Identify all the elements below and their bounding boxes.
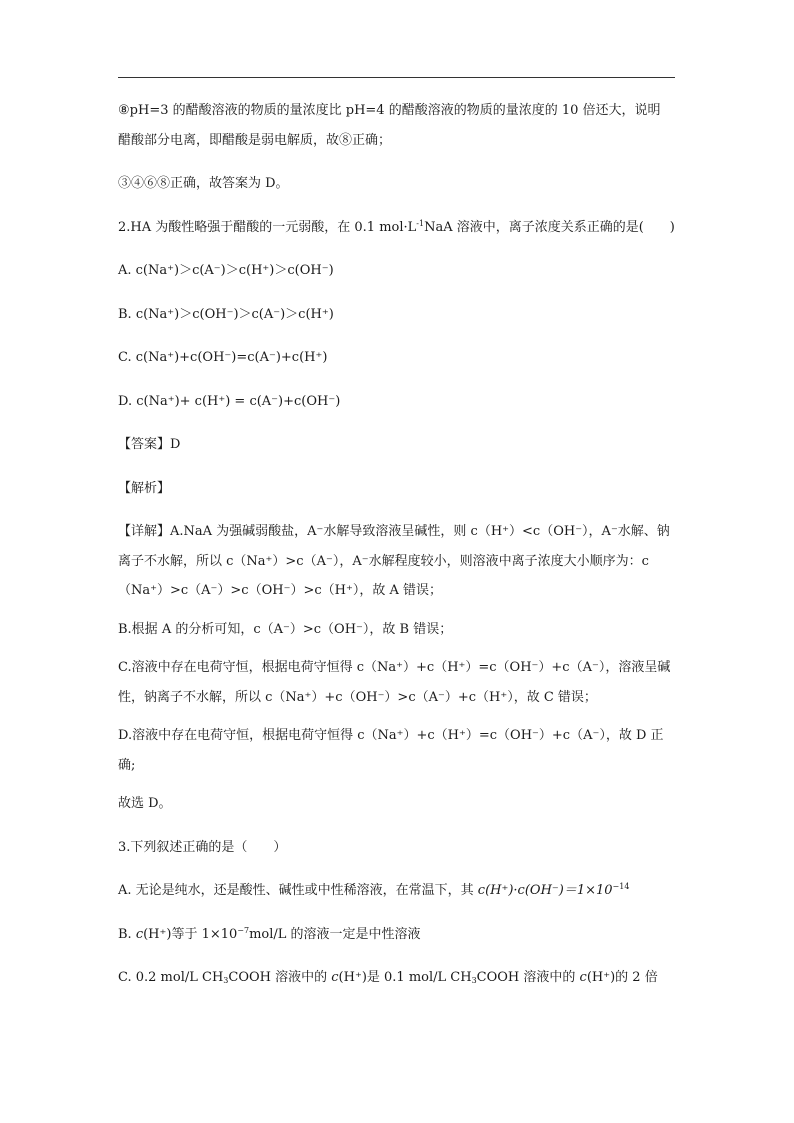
- q3-option-b-exp: −7: [237, 925, 250, 935]
- q3-stem: 3.下列叙述正确的是（ ）: [118, 839, 287, 855]
- q3-option-c-sub1: 3: [223, 976, 229, 985]
- q2-analysis-title: 【解析】: [118, 480, 171, 496]
- q2-detail-c2: 性，钠离子不水解，所以 c（Na⁺）+c（OH⁻）>c（A⁻）+c（H⁺），故 C 错误；: [118, 689, 597, 705]
- q2-option-c: C. c(Na⁺)+c(OH⁻)=c(A⁻)+c(H⁺): [118, 350, 328, 365]
- q2-detail-b: B.根据 A 的分析可知，c（A⁻）>c（OH⁻），故 B 错误；: [118, 621, 453, 637]
- q3-option-b-c: c: [135, 926, 144, 942]
- q3-option-a: [118, 876, 678, 906]
- header-rule: [118, 77, 675, 78]
- q2-stem-b: NaA 溶液中，离子浓度关系正确的是( ): [424, 219, 675, 235]
- q2-stem: [118, 213, 678, 243]
- q2-final: 故选 D。: [118, 796, 172, 811]
- q3-option-a-expr: c(H⁺)·c(OH⁻)＝1×10: [477, 883, 613, 898]
- q3-option-c-sub2: 3: [471, 976, 477, 985]
- q3-option-c-c1: c: [331, 970, 339, 985]
- q3-option-c-4: COOH 溶液中的: [476, 970, 580, 985]
- q2-stem-a: 2.HA 为酸性略强于醋酸的一元弱酸，在 0.1 mol·L: [118, 219, 417, 235]
- q3-option-a-exp: −14: [612, 882, 630, 891]
- q2-detail-c1: C.溶液中存在电荷守恒，根据电荷守恒得 c（Na⁺）+c（H⁺）=c（OH⁻）+c（A⁻），溶液呈碱: [118, 660, 671, 675]
- q3-option-b-post: mol/L 的溶液一定是中性溶液: [249, 926, 421, 942]
- item8-line1: ⑧pH=3 的醋酸溶液的物质的量浓度比 pH=4 的醋酸溶液的物质的量浓度的 10 倍还大，说明: [118, 103, 661, 118]
- q2-option-a: A. c(Na⁺)＞c(A⁻)＞c(H⁺)＞c(OH⁻): [118, 263, 334, 278]
- q2-detail-d: D.溶液中存在电荷守恒，根据电荷守恒得 c（Na⁺）+c（H⁺）=c（OH⁻）+c（A⁻），故 D 正确;: [118, 728, 664, 773]
- q2-detail-line1: 【详解】A.NaA 为强碱弱酸盐，A⁻水解导致溶液呈碱性，则 c（H⁺）<c（OH⁻），A⁻水解、钠: [118, 524, 670, 539]
- q3-option-c-c2: c: [579, 970, 587, 985]
- q3-option-c: [118, 963, 678, 993]
- q3-option-c-5: (H⁺)的 2 倍: [586, 970, 658, 985]
- q3-option-c-1: C. 0.2 mol/L CH: [118, 970, 224, 985]
- conclusion: ③④⑥⑧正确，故答案为 D。: [118, 176, 289, 191]
- q3-option-c-2: COOH 溶液中的: [228, 970, 332, 985]
- q3-option-b: [118, 920, 678, 950]
- q2-stem-sup: -1: [416, 218, 425, 228]
- page-content: [118, 96, 678, 993]
- q2-detail-line3: （Na⁺）>c（A⁻）>c（OH⁻）>c（H⁺），故 A 错误；: [118, 583, 442, 598]
- q3-option-c-3: (H⁺)是 0.1 mol/L CH: [338, 970, 472, 985]
- q2-answer: 【答案】D: [118, 437, 181, 452]
- q2-option-b: B. c(Na⁺)＞c(OH⁻)＞c(A⁻)＞c(H⁺): [118, 306, 334, 322]
- q3-option-a-pre: A. 无论是纯水，还是酸性、碱性或中性稀溶液，在常温下，其: [118, 883, 478, 898]
- q2-option-d: D. c(Na⁺)+ c(H⁺) = c(A⁻)+c(OH⁻): [118, 393, 341, 409]
- item8-line2: 醋酸部分电离，即醋酸是弱电解质，故⑧正确；: [118, 132, 392, 148]
- q3-option-b-pre: B.: [118, 926, 136, 942]
- q2-detail-line2: 离子不水解，所以 c（Na⁺）>c（A⁻），A⁻水解程度较小，则溶液中离子浓度大小顺序为：c: [118, 553, 649, 569]
- q3-option-b-mid: (H⁺)等于 1×10: [143, 926, 238, 942]
